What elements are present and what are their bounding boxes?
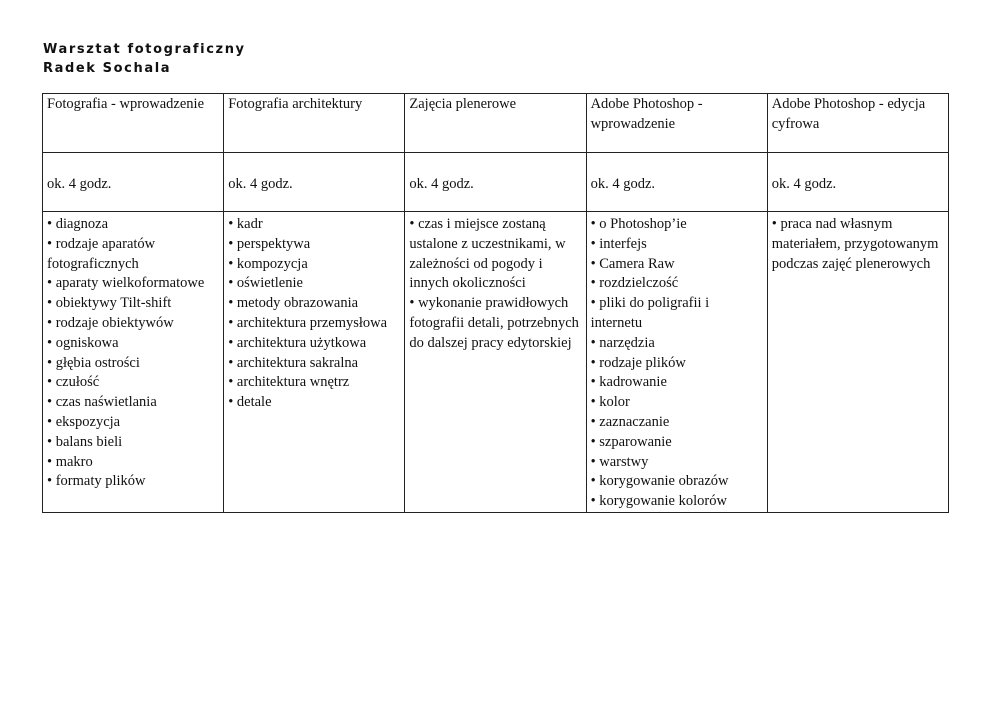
module-topics-cell (43, 212, 224, 513)
topic-item: • rodzaje obiektywów (47, 314, 219, 334)
document-header (43, 40, 246, 78)
topic-item: • kolor (591, 393, 763, 413)
topic-item: • diagnoza (47, 215, 219, 235)
topic-item: • wykonanie prawidłowych fotografii detali, potrzebnych do dalszej pracy edytorskiej (409, 294, 581, 353)
topic-list (228, 215, 400, 413)
module-topics-cell (405, 212, 586, 513)
topic-list (772, 215, 944, 274)
topic-item: • obiektywy Tilt-shift (47, 294, 219, 314)
module-title: Adobe Photoshop - edycja cyfrowa (771, 96, 926, 132)
module-title-cell (767, 94, 948, 153)
topic-item: • architektura wnętrz (228, 373, 400, 393)
topic-item: • rozdzielczość (591, 274, 763, 294)
module-hours-cell (405, 153, 586, 212)
module-title: Zajęcia plenerowe (409, 96, 517, 112)
topic-item: • architektura przemysłowa (228, 314, 400, 334)
module-hours: ok. 4 godz. (771, 176, 837, 193)
topic-item: • narzędzia (591, 334, 763, 354)
topic-item: • oświetlenie (228, 274, 400, 294)
module-title-row (43, 94, 949, 153)
module-hours-cell (43, 153, 224, 212)
topic-item: • formaty plików (47, 472, 219, 492)
module-title-cell (224, 94, 405, 153)
module-title-cell (405, 94, 586, 153)
topic-item: • kadrowanie (591, 373, 763, 393)
topic-item: • detale (228, 393, 400, 413)
topic-item: • korygowanie kolorów (591, 492, 763, 512)
topic-list (47, 215, 219, 492)
module-hours-cell (586, 153, 767, 212)
topic-item: • warstwy (591, 453, 763, 473)
module-title: Fotografia - wprowadzenie (47, 96, 205, 112)
topic-item: • kompozycja (228, 255, 400, 275)
topic-item: • czas i miejsce zostaną ustalone z uczestnikami, w zależności od pogody i innych okoliczności (409, 215, 581, 294)
topic-item: • Camera Raw (591, 255, 763, 275)
module-title-cell (586, 94, 767, 153)
module-title: Fotografia architektury (228, 96, 363, 112)
topic-item: • kadr (228, 215, 400, 235)
topic-item: • perspektywa (228, 235, 400, 255)
module-hours: ok. 4 godz. (228, 176, 293, 193)
module-topics-cell (224, 212, 405, 513)
module-topics-cell (586, 212, 767, 513)
topic-item: • metody obrazowania (228, 294, 400, 314)
workshop-schedule-table (42, 93, 949, 513)
topic-item: • praca nad własnym materiałem, przygotowanym podczas zajęć plenerowych (772, 215, 944, 274)
module-hours-cell (224, 153, 405, 212)
module-title: Adobe Photoshop - wprowadzenie (590, 96, 703, 132)
instructor-name: Radek Sochala (43, 61, 172, 76)
workshop-title: Warsztat fotograficzny (43, 42, 246, 57)
module-hours-cell (767, 153, 948, 212)
topic-item: • architektura sakralna (228, 354, 400, 374)
topic-item: • zaznaczanie (591, 413, 763, 433)
topic-item: • rodzaje plików (591, 354, 763, 374)
module-title-cell (43, 94, 224, 153)
topic-item: • balans bieli (47, 433, 219, 453)
topic-item: • ekspozycja (47, 413, 219, 433)
topic-item: • o Photoshop’ie (591, 215, 763, 235)
topic-item: • głębia ostrości (47, 354, 219, 374)
topic-item: • interfejs (591, 235, 763, 255)
module-topics-row (43, 212, 949, 513)
module-hours: ok. 4 godz. (409, 176, 474, 193)
module-hours: ok. 4 godz. (590, 176, 655, 193)
topic-item: • czułość (47, 373, 219, 393)
topic-item: • szparowanie (591, 433, 763, 453)
topic-item: • ogniskowa (47, 334, 219, 354)
topic-item: • korygowanie obrazów (591, 472, 763, 492)
topic-item: • architektura użytkowa (228, 334, 400, 354)
topic-item: • pliki do poligrafii i internetu (591, 294, 763, 334)
topic-item: • aparaty wielkoformatowe (47, 274, 219, 294)
module-hours: ok. 4 godz. (47, 176, 112, 193)
module-hours-row (43, 153, 949, 212)
module-topics-cell (767, 212, 948, 513)
topic-list (591, 215, 763, 512)
topic-list (409, 215, 581, 354)
topic-item: • czas naświetlania (47, 393, 219, 413)
topic-item: • makro (47, 453, 219, 473)
topic-item: • rodzaje aparatów fotograficznych (47, 235, 219, 275)
